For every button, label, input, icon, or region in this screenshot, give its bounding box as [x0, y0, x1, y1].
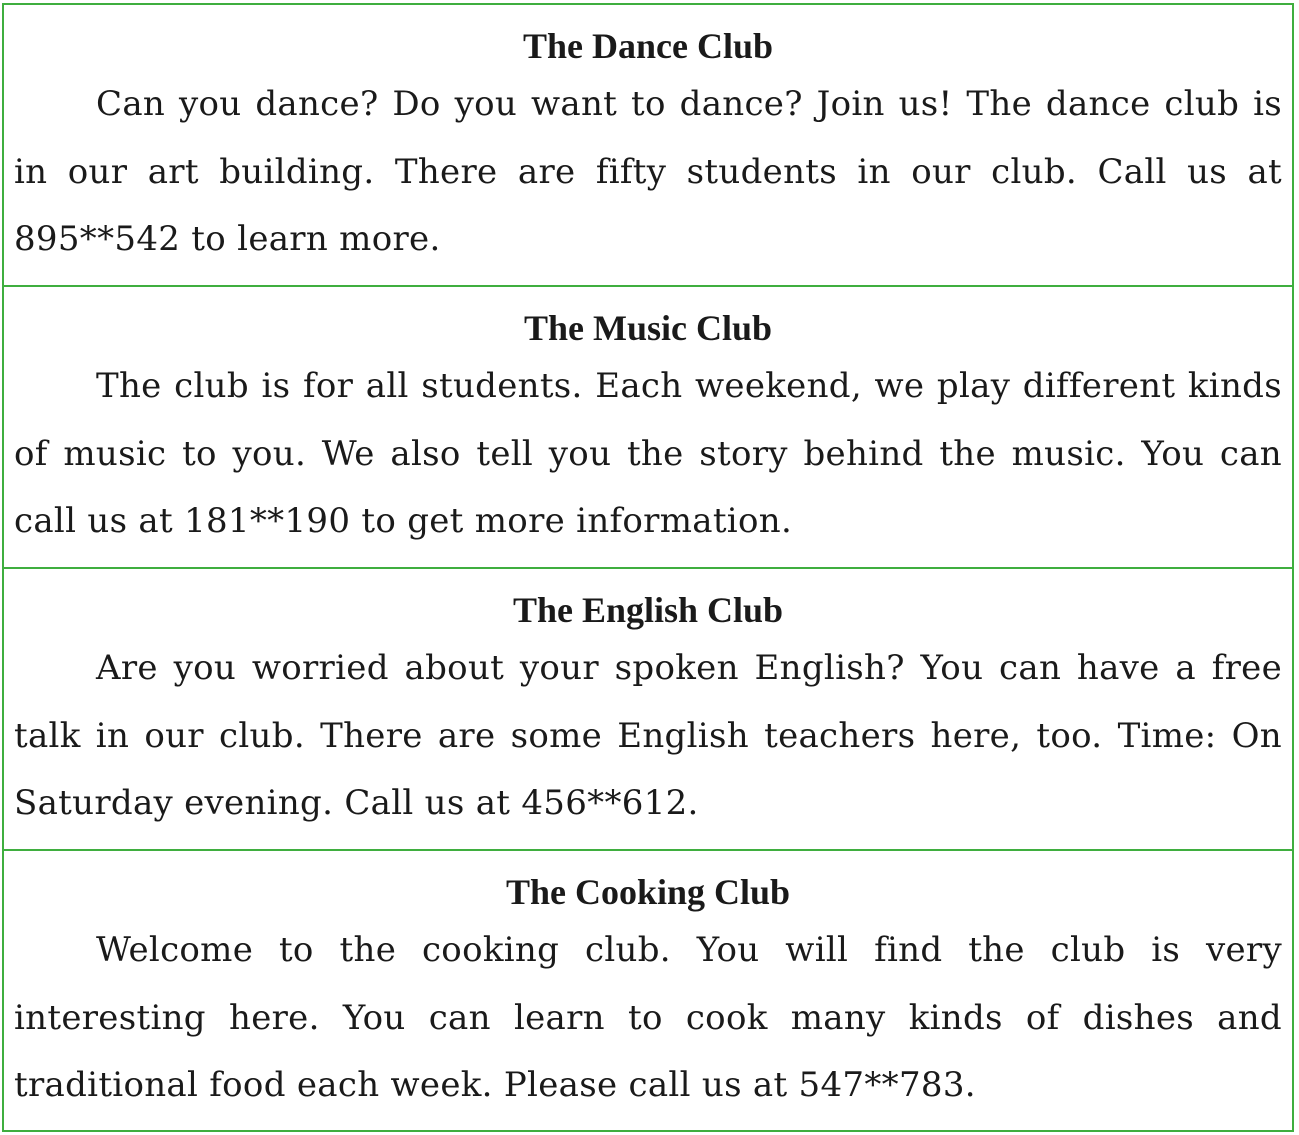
- music-club-description: The club is for all students. Each weekend, we play different kinds of music to you. We also tell you the story behind the music. You can call us at 181**190 to get more information.: [14, 366, 1282, 541]
- cooking-club-cell: [4, 851, 1292, 1130]
- dance-club-cell: [4, 5, 1292, 287]
- dance-club-title: The Dance Club: [522, 26, 774, 66]
- english-club-cell: [4, 569, 1292, 851]
- music-club-title: The Music Club: [523, 308, 773, 348]
- english-club-description: Are you worried about your spoken English? You can have a free talk in our club. There are some English teachers here, too. Time: On Saturday evening. Call us at 456**612.: [14, 648, 1282, 823]
- clubs-table: [2, 3, 1294, 1132]
- dance-club-description: Can you dance? Do you want to dance? Join us! The dance club is in our art building. There are fifty students in our club. Call us at 895**542 to learn more.: [14, 84, 1282, 259]
- cooking-club-description: Welcome to the cooking club. You will find the club is very interesting here. You can learn to cook many kinds of dishes and traditional food each week. Please call us at 547**783.: [14, 930, 1282, 1105]
- cooking-club-title: The Cooking Club: [505, 872, 791, 912]
- english-club-title: The English Club: [512, 590, 784, 630]
- music-club-cell: [4, 287, 1292, 569]
